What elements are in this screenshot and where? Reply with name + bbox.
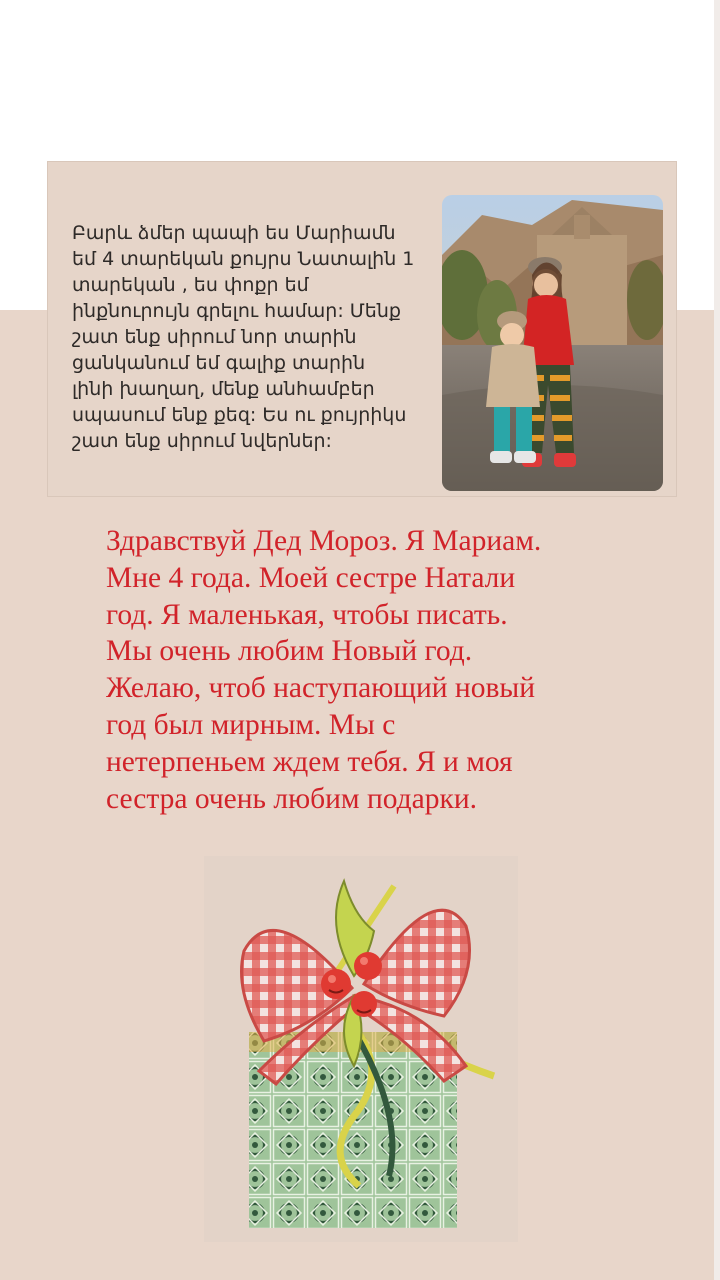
right-edge-strip xyxy=(714,0,720,1280)
children-photo xyxy=(442,195,663,491)
russian-letter-text: Здравствуй Дед Мороз. Я Мариам. Мне 4 года. Моей сестре Натали год. Я маленькая, чтобы писать. Мы очень любим Новый год. Желаю, чтоб наступающий новый год был мирным. Мы с нетерпеньем ждем тебя. Я и моя сестра очень любим подарки. xyxy=(106,525,542,815)
gift-icon xyxy=(204,856,518,1242)
armenian-letter-text: Բարև ձմեր պապի ես Մարիամն եմ 4 տարեկան քույրս Նատալին 1 տարեկան , ես փոքր եմ ինքնուրույն գրելու համար: Մենք շատ ենք սիրում նոր տարին ցանկանում եմ գալիք տարին լինի խաղաղ, մենք անհամբեր սպասում ենք քեզ: Ես ու քույրիկս շատ ենք սիրում նվերներ: xyxy=(72,222,415,452)
letter-card xyxy=(48,162,676,496)
